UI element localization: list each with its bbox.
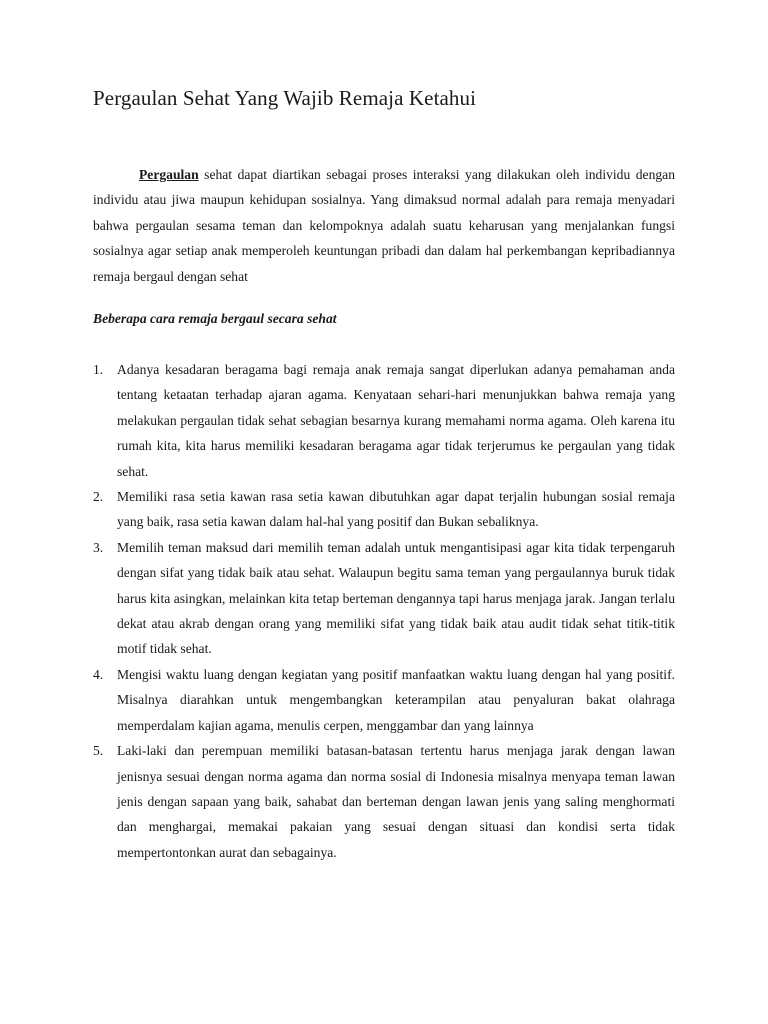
list-item-number: 5.	[93, 743, 104, 759]
list-item-number: 1.	[93, 362, 104, 377]
intro-lead-word: Pergaulan	[139, 167, 199, 182]
list-item	[93, 357, 675, 484]
section-subheading: Beberapa cara remaja bergaul secara sehat	[93, 311, 337, 326]
list-item-text: Mengisi waktu luang dengan kegiatan yang positif manfaatkan waktu luang dengan hal yang positif. Misalnya diarahkan untuk mengembangkan keterampilan atau penyaluran bakat olahraga memperdalam kajian agama, menulis cerpen, menggambar dan yang lainnya	[117, 666, 675, 733]
intro-text: sehat dapat diartikan sebagai proses interaksi yang dilakukan oleh individu dengan individu atau jiwa maupun kehidupan sosialnya. Yang dimaksud normal adalah para remaja menyadari bahwa pergaulan sesama teman dan kelompoknya adalah suatu keharusan yang menjalankan fungsi sosialnya agar setiap anak memperoleh keuntungan pribadi dan dalam hal perkembangan kepribadiannya remaja bergaul dengan sehat	[93, 167, 675, 284]
document-title: Pergaulan Sehat Yang Wajib Remaja Ketahui	[93, 86, 477, 110]
list-item-text: Memiliki rasa setia kawan rasa setia kawan dibutuhkan agar dapat terjalin hubungan sosial remaja yang baik, rasa setia kawan dalam hal-hal yang positif dan Bukan sebaliknya.	[117, 489, 675, 530]
list-item-number: 2.	[93, 489, 104, 505]
list-item-text: Memilih teman maksud dari memilih teman adalah untuk mengantisipasi agar kita tidak terpengaruh dengan sifat yang tidak baik atau sehat. Walaupun begitu sama teman yang pergaulannya buruk tidak harus kita asingkan, melainkan kita tetap berteman dengannya tapi harus menjaga jarak. Jangan terlalu dekat atau akrab dengan orang yang memiliki sifat yang tidak baik atau audit tidak sehat titik-titik motif tidak sehat.	[117, 539, 675, 657]
list-item-text: Adanya kesadaran beragama bagi remaja anak remaja sangat diperlukan adanya pemahaman anda tentang ketaatan terhadap ajaran agama. Kenyataan sehari-hari menunjukkan bahwa remaja yang melakukan pergaulan tidak sehat sebagian besarnya kurang memahami norma agama. Oleh karena itu rumah kita, kita harus memiliki kesadaran beragama agar tidak terjerumus ke pergaulan yang tidak sehat.	[117, 362, 675, 479]
list-item	[93, 738, 675, 865]
list-item	[93, 535, 675, 662]
intro-paragraph	[93, 162, 675, 289]
list-item-text: Laki-laki dan perempuan memiliki batasan-batasan tertentu harus menjaga jarak dengan lawan jenisnya sesuai dengan norma agama dan norma sosial di Indonesia misalnya menyapa teman lawan jenis dengan sapaan yang baik, sahabat dan berteman dengan lawan jenis yang saling menghormati dan menghargai, memakai pakaian yang sesuai dengan situasi dan kondisi serta tidak mempertontonkan aurat dan sebagainya.	[117, 743, 675, 860]
list-item	[93, 662, 675, 738]
numbered-list	[93, 357, 675, 865]
list-item-number: 3.	[93, 539, 104, 555]
list-item-number: 4.	[93, 666, 104, 682]
list-item	[93, 484, 675, 535]
